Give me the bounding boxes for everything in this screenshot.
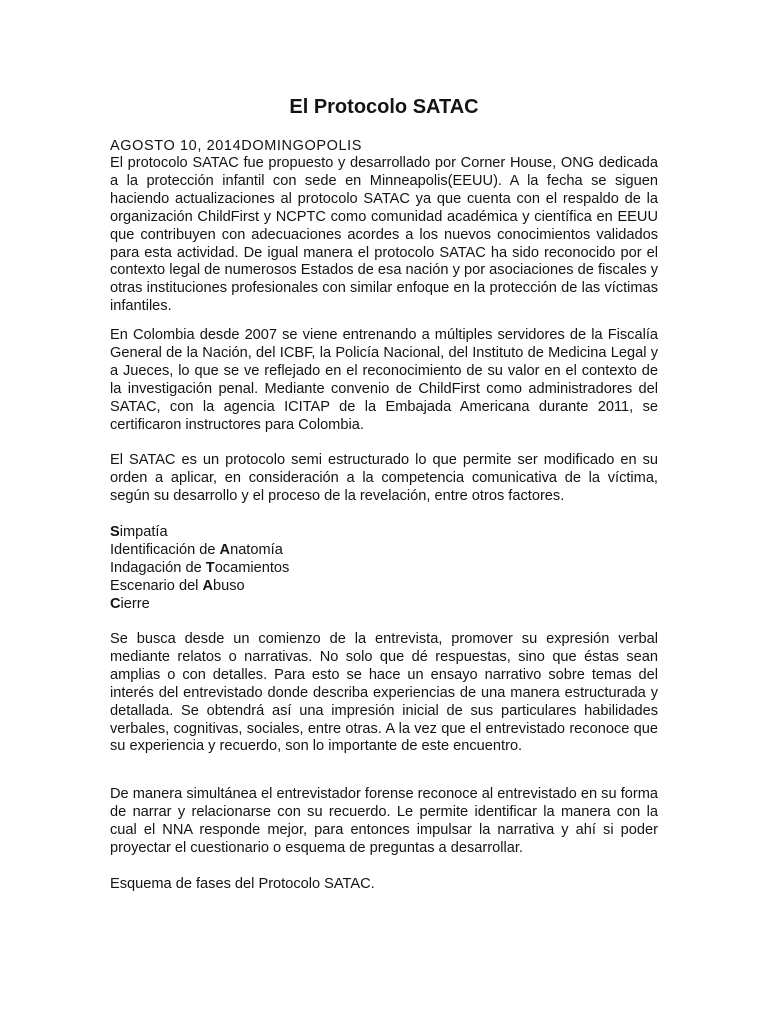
paragraph-semi-structured: El SATAC es un protocolo semi estructurado lo que permite ser modificado en su orden a aplicar, en consideración a la competencia comunicativa de la víctima, según su desarrollo y el proceso de la revelación, entre otros factores. — [110, 452, 658, 504]
acronym-item: Indagación de Tocamientos — [110, 559, 290, 576]
acronym-letter: S — [110, 524, 120, 540]
paragraph-origin: El protocolo SATAC fue propuesto y desarrollado por Corner House, ONG dedicada a la protección infantil con sede en Minneapolis(EEUU). A la fecha se siguen haciendo actualizaciones al protocolo SATAC ya que cuenta con el respaldo de la organización ChildFirst y NCPTC como comunidad académica y científica en EEUU que contribuyen con adecuaciones acordes a los nuevos conocimientos validados para esta actividad. De igual manera el protocolo SATAC ha sido reconocido por el contexto legal de numerosos Estados de esa nación y por asociaciones de fiscales y otras instituciones profesionales con similar enfoque en la protección de las víctimas infantiles. — [110, 155, 658, 315]
satac-acronym-list — [110, 524, 289, 614]
acronym-letter: T — [205, 559, 215, 576]
acronym-item: Escenario del Abuso — [110, 577, 245, 594]
acronym-item: Simpatía — [110, 524, 168, 540]
acronym-letter: C — [110, 595, 121, 612]
acronym-letter: A — [219, 541, 231, 558]
acronym-item: Cierre — [110, 595, 150, 612]
paragraph-forensic-interviewer: De manera simultánea el entrevistador forense reconoce al entrevistado en su forma de narrar y relacionarse con su recuerdo. Le permite identificar la manera con la cual el NNA responde mejor, para entonces impulsar la narrativa y ahí si poder proyectar el cuestionario o esquema de preguntas a desarrollar. — [110, 786, 658, 856]
date-author-line: AGOSTO 10, 2014DOMINGOPOLIS — [110, 138, 363, 154]
acronym-item: Identificación de Anatomía — [110, 541, 283, 558]
acronym-letter: A — [202, 577, 214, 594]
document-title: El Protocolo SATAC — [289, 96, 479, 118]
paragraph-phases-heading: Esquema de fases del Protocolo SATAC. — [110, 876, 375, 892]
paragraph-interview-start: Se busca desde un comienzo de la entrevista, promover su expresión verbal mediante relatos o narrativas. No solo que dé respuestas, sino que éstas sean amplias o con detalles. Para esto se hace un ensayo narrativo sobre temas del interés del entrevistado donde describa experiencias de una manera estructurada y detallada. Se obtendrá así una impresión inicial de sus particulares habilidades verbales, cognitivas, sociales, entre otras. A la vez que el entrevistado reconoce que su experiencia y recuerdo, son lo importante de este encuentro. — [110, 631, 658, 755]
paragraph-colombia: En Colombia desde 2007 se viene entrenando a múltiples servidores de la Fiscalía General de la Nación, del ICBF, la Policía Nacional, del Instituto de Medicina Legal y a Jueces, lo que se ve reflejado en el reconocimiento de su valor en el contexto de la investigación penal. Mediante convenio de ChildFirst como administradores del SATAC, con la agencia ICITAP de la Embajada Americana durante 2011, se certificaron instructores para Colombia. — [110, 327, 658, 433]
